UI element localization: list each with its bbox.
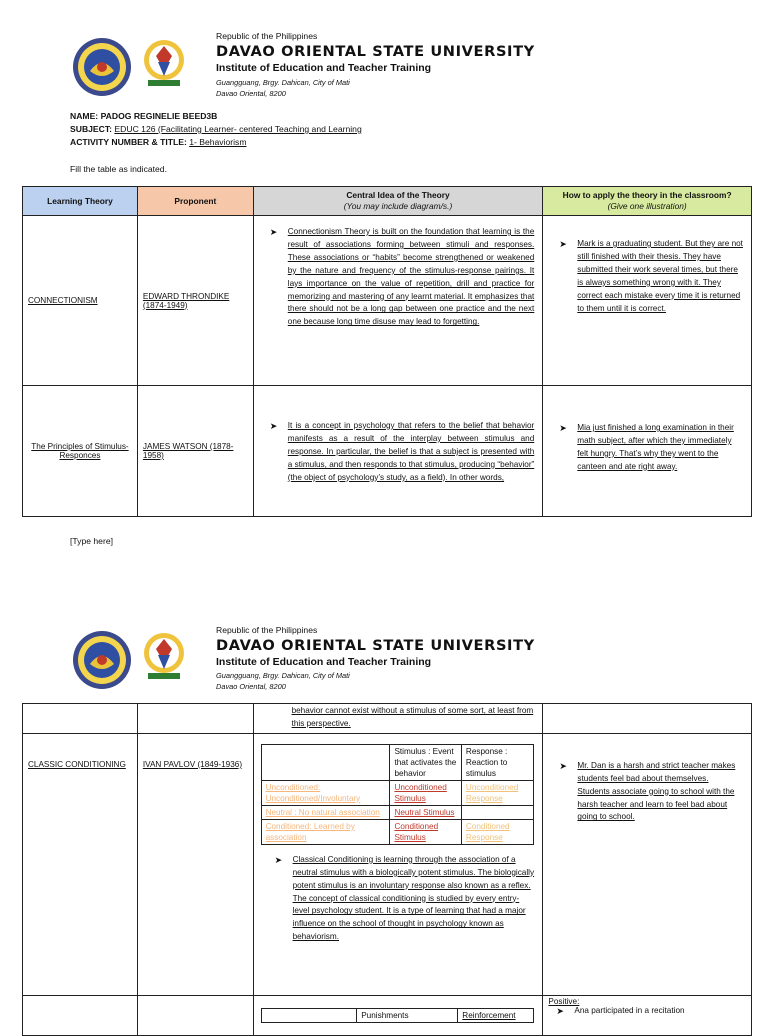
header-learning-theory: Learning Theory bbox=[23, 187, 138, 216]
arrow-bullet-icon: ➤ bbox=[269, 421, 278, 431]
central-cell: ➤ Connectionism Theory is built on the foundation that learning is the result of associations forming between stimuli and responses. These associations or “habits” become strengthened or weakened by the nature and frequency of the stimulus-response pairings. It lays importance on the value of repetition, drill and practice for memorizing and mastering of any learnt material. It emphasizes that there should not be a long gap between one practice and the next one because long time disuse may lead to forgetting. bbox=[253, 216, 543, 386]
university-name-page2: DAVAO ORIENTAL STATE UNIVERSITY bbox=[216, 637, 535, 654]
institute-name: Institute of Education and Teacher Training bbox=[216, 62, 432, 74]
inner-row-label: Neutral : No natural association bbox=[261, 805, 390, 819]
apply-text: Ana participated in a recitation bbox=[574, 1005, 685, 1015]
theory-table bbox=[22, 186, 752, 517]
arrow-bullet-icon: ➤ bbox=[559, 760, 567, 771]
inner-header-response: Response : Reaction to stimulus bbox=[461, 744, 534, 780]
type-here-placeholder: [Type here] bbox=[70, 536, 113, 546]
inner-response-cell: Unconditioned Response bbox=[461, 780, 534, 805]
inner-response-cell bbox=[461, 805, 534, 819]
inner-header-stimulus: Stimulus : Event that activates the behavior bbox=[390, 744, 461, 780]
subject-line bbox=[70, 123, 670, 136]
activity-label: ACTIVITY NUMBER & TITLE: bbox=[70, 137, 187, 147]
theory-table-continued bbox=[22, 703, 752, 1036]
table-row bbox=[23, 704, 752, 734]
apply-header-title: How to apply the theory in the classroom? bbox=[562, 190, 732, 200]
university-seal-icon bbox=[72, 630, 132, 690]
central-cell: Stimulus : Event that activates the behavior Response : Reaction to stimulus Unconditioned: Unconditioned/Involuntary Unconditioned Stimulus Unconditioned Response Neutral : No natural association Neutral Stimulus Conditioned: Learned by association Conditioned Stimulus Conditioned Response ➤ Classical Conditioning is learning through the association of a neutral stimulus with a biologically potent stimulus. The biologically potent stimulus is an involuntary response also known as a reflex. The concept of classical conditioning is studied by every entry-level psychology student. It is a type of learning that had a major influence on the school of thought in psychology known as behaviorism. bbox=[253, 733, 543, 995]
theory-cell bbox=[23, 995, 138, 1035]
table-row bbox=[23, 733, 752, 995]
apply-header-sub: (Give one illustration) bbox=[607, 201, 687, 211]
central-header-title: Central Idea of the Theory bbox=[346, 190, 450, 200]
conditioning-table bbox=[261, 744, 535, 845]
activity-value: 1- Behaviorism bbox=[189, 137, 247, 147]
institute-name-page2: Institute of Education and Teacher Training bbox=[216, 656, 432, 668]
apply-cell: ➤ Mia just finished a long examination in their math subject, after which they immediately felt hungry. That’s why they went to the canteen and ate right away. bbox=[543, 386, 752, 517]
arrow-bullet-icon: ➤ bbox=[556, 1005, 564, 1016]
name-value: PADOG REGINELIE BEED3B bbox=[100, 111, 218, 121]
central-cell bbox=[253, 995, 543, 1035]
proponent-cell bbox=[137, 704, 253, 734]
apply-cell bbox=[543, 704, 752, 734]
arrow-bullet-icon: ➤ bbox=[559, 239, 567, 249]
institute-logo-icon bbox=[142, 36, 186, 90]
inner-header-punishments: Punishments bbox=[357, 1008, 458, 1022]
proponent-cell bbox=[137, 995, 253, 1035]
republic-text: Republic of the Philippines bbox=[216, 31, 318, 41]
table-row bbox=[23, 995, 752, 1035]
address-line-1: Guangguang, Brgy. Dahican, City of Mati bbox=[216, 78, 350, 87]
university-name: DAVAO ORIENTAL STATE UNIVERSITY bbox=[216, 43, 535, 60]
proponent-cell: IVAN PAVLOV (1849-1936) bbox=[137, 733, 253, 995]
proponent-cell: JAMES WATSON (1878-1958) bbox=[137, 386, 253, 517]
theory-cell: The Principles of Stimulus-Responces bbox=[23, 386, 138, 517]
apply-cell bbox=[543, 995, 752, 1035]
table-row bbox=[23, 216, 752, 386]
apply-cell: ➤ Mark is a graduating student. But they are not still finished with their thesis. They have submitted their work several times, but there is always something wrong with it. They correct each mistake every time it is returned to them until it is correct. bbox=[543, 216, 752, 386]
header-logos bbox=[72, 34, 192, 100]
inner-stimulus-cell: Conditioned Stimulus bbox=[390, 819, 461, 844]
inner-corner-cell bbox=[261, 1008, 357, 1022]
inner-header-reinforcement: Reinforcement bbox=[458, 1008, 534, 1022]
subject-value: EDUC 126 (Facilitating Learner- centered Teaching and Learning bbox=[114, 124, 362, 134]
inner-stimulus-cell: Unconditioned Stimulus bbox=[390, 780, 461, 805]
table-row bbox=[23, 386, 752, 517]
operant-table bbox=[261, 1008, 535, 1023]
arrow-bullet-icon: ➤ bbox=[274, 854, 283, 865]
theory-cell: CLASSIC CONDITIONING bbox=[23, 733, 138, 995]
header-central-idea bbox=[253, 187, 543, 216]
header-apply bbox=[543, 187, 752, 216]
header-proponent: Proponent bbox=[137, 187, 253, 216]
inner-row-label: Unconditioned: Unconditioned/Involuntary bbox=[261, 780, 390, 805]
activity-line bbox=[70, 136, 670, 149]
address-line-1-page2: Guangguang, Brgy. Dahican, City of Mati bbox=[216, 671, 350, 680]
info-block bbox=[70, 110, 670, 149]
central-cell bbox=[253, 704, 543, 734]
institute-logo-icon bbox=[142, 629, 186, 683]
theory-cell bbox=[23, 704, 138, 734]
theory-cell: CONNECTIONISM bbox=[23, 216, 138, 386]
arrow-bullet-icon: ➤ bbox=[559, 423, 567, 433]
proponent-cell: EDWARD THRONDIKE (1874-1949) bbox=[137, 216, 253, 386]
apply-cell: ➤ Mr. Dan is a harsh and strict teacher makes students feel bad about themselves. Students associate going to school with the harsh teacher and learn to feel bad about going to school. bbox=[543, 733, 752, 995]
address-line-2-page2: Davao Oriental, 8200 bbox=[216, 682, 286, 691]
address-line-2: Davao Oriental, 8200 bbox=[216, 89, 286, 98]
inner-corner-cell bbox=[261, 744, 390, 780]
inner-response-cell: Conditioned Response bbox=[461, 819, 534, 844]
inner-row-label: Conditioned: Learned by association bbox=[261, 819, 390, 844]
inner-stimulus-cell: Neutral Stimulus bbox=[390, 805, 461, 819]
subject-label: SUBJECT: bbox=[70, 124, 113, 134]
arrow-bullet-icon: ➤ bbox=[269, 227, 278, 237]
central-header-sub: (You may include diagram/s.) bbox=[343, 201, 453, 211]
name-line bbox=[70, 110, 670, 123]
name-label: NAME: bbox=[70, 111, 99, 121]
positive-label: Positive: bbox=[548, 996, 580, 1006]
instruction-text: Fill the table as indicated. bbox=[70, 164, 167, 174]
continuation-text: behavior cannot exist without a stimulus of some sort, at least from this perspective. bbox=[291, 706, 534, 728]
header-logos-page2 bbox=[72, 627, 192, 693]
central-cell: ➤ It is a concept in psychology that refers to the belief that behavior manifests as a result of the interplay between stimulus and response. In particular, the belief is that a subject is presented with a stimulus, and then responds to that stimulus, producing “behavior” (the object of psychology’s study, as a field). In other words, bbox=[253, 386, 543, 517]
university-seal-icon bbox=[72, 37, 132, 97]
republic-text-page2: Republic of the Philippines bbox=[216, 625, 318, 635]
